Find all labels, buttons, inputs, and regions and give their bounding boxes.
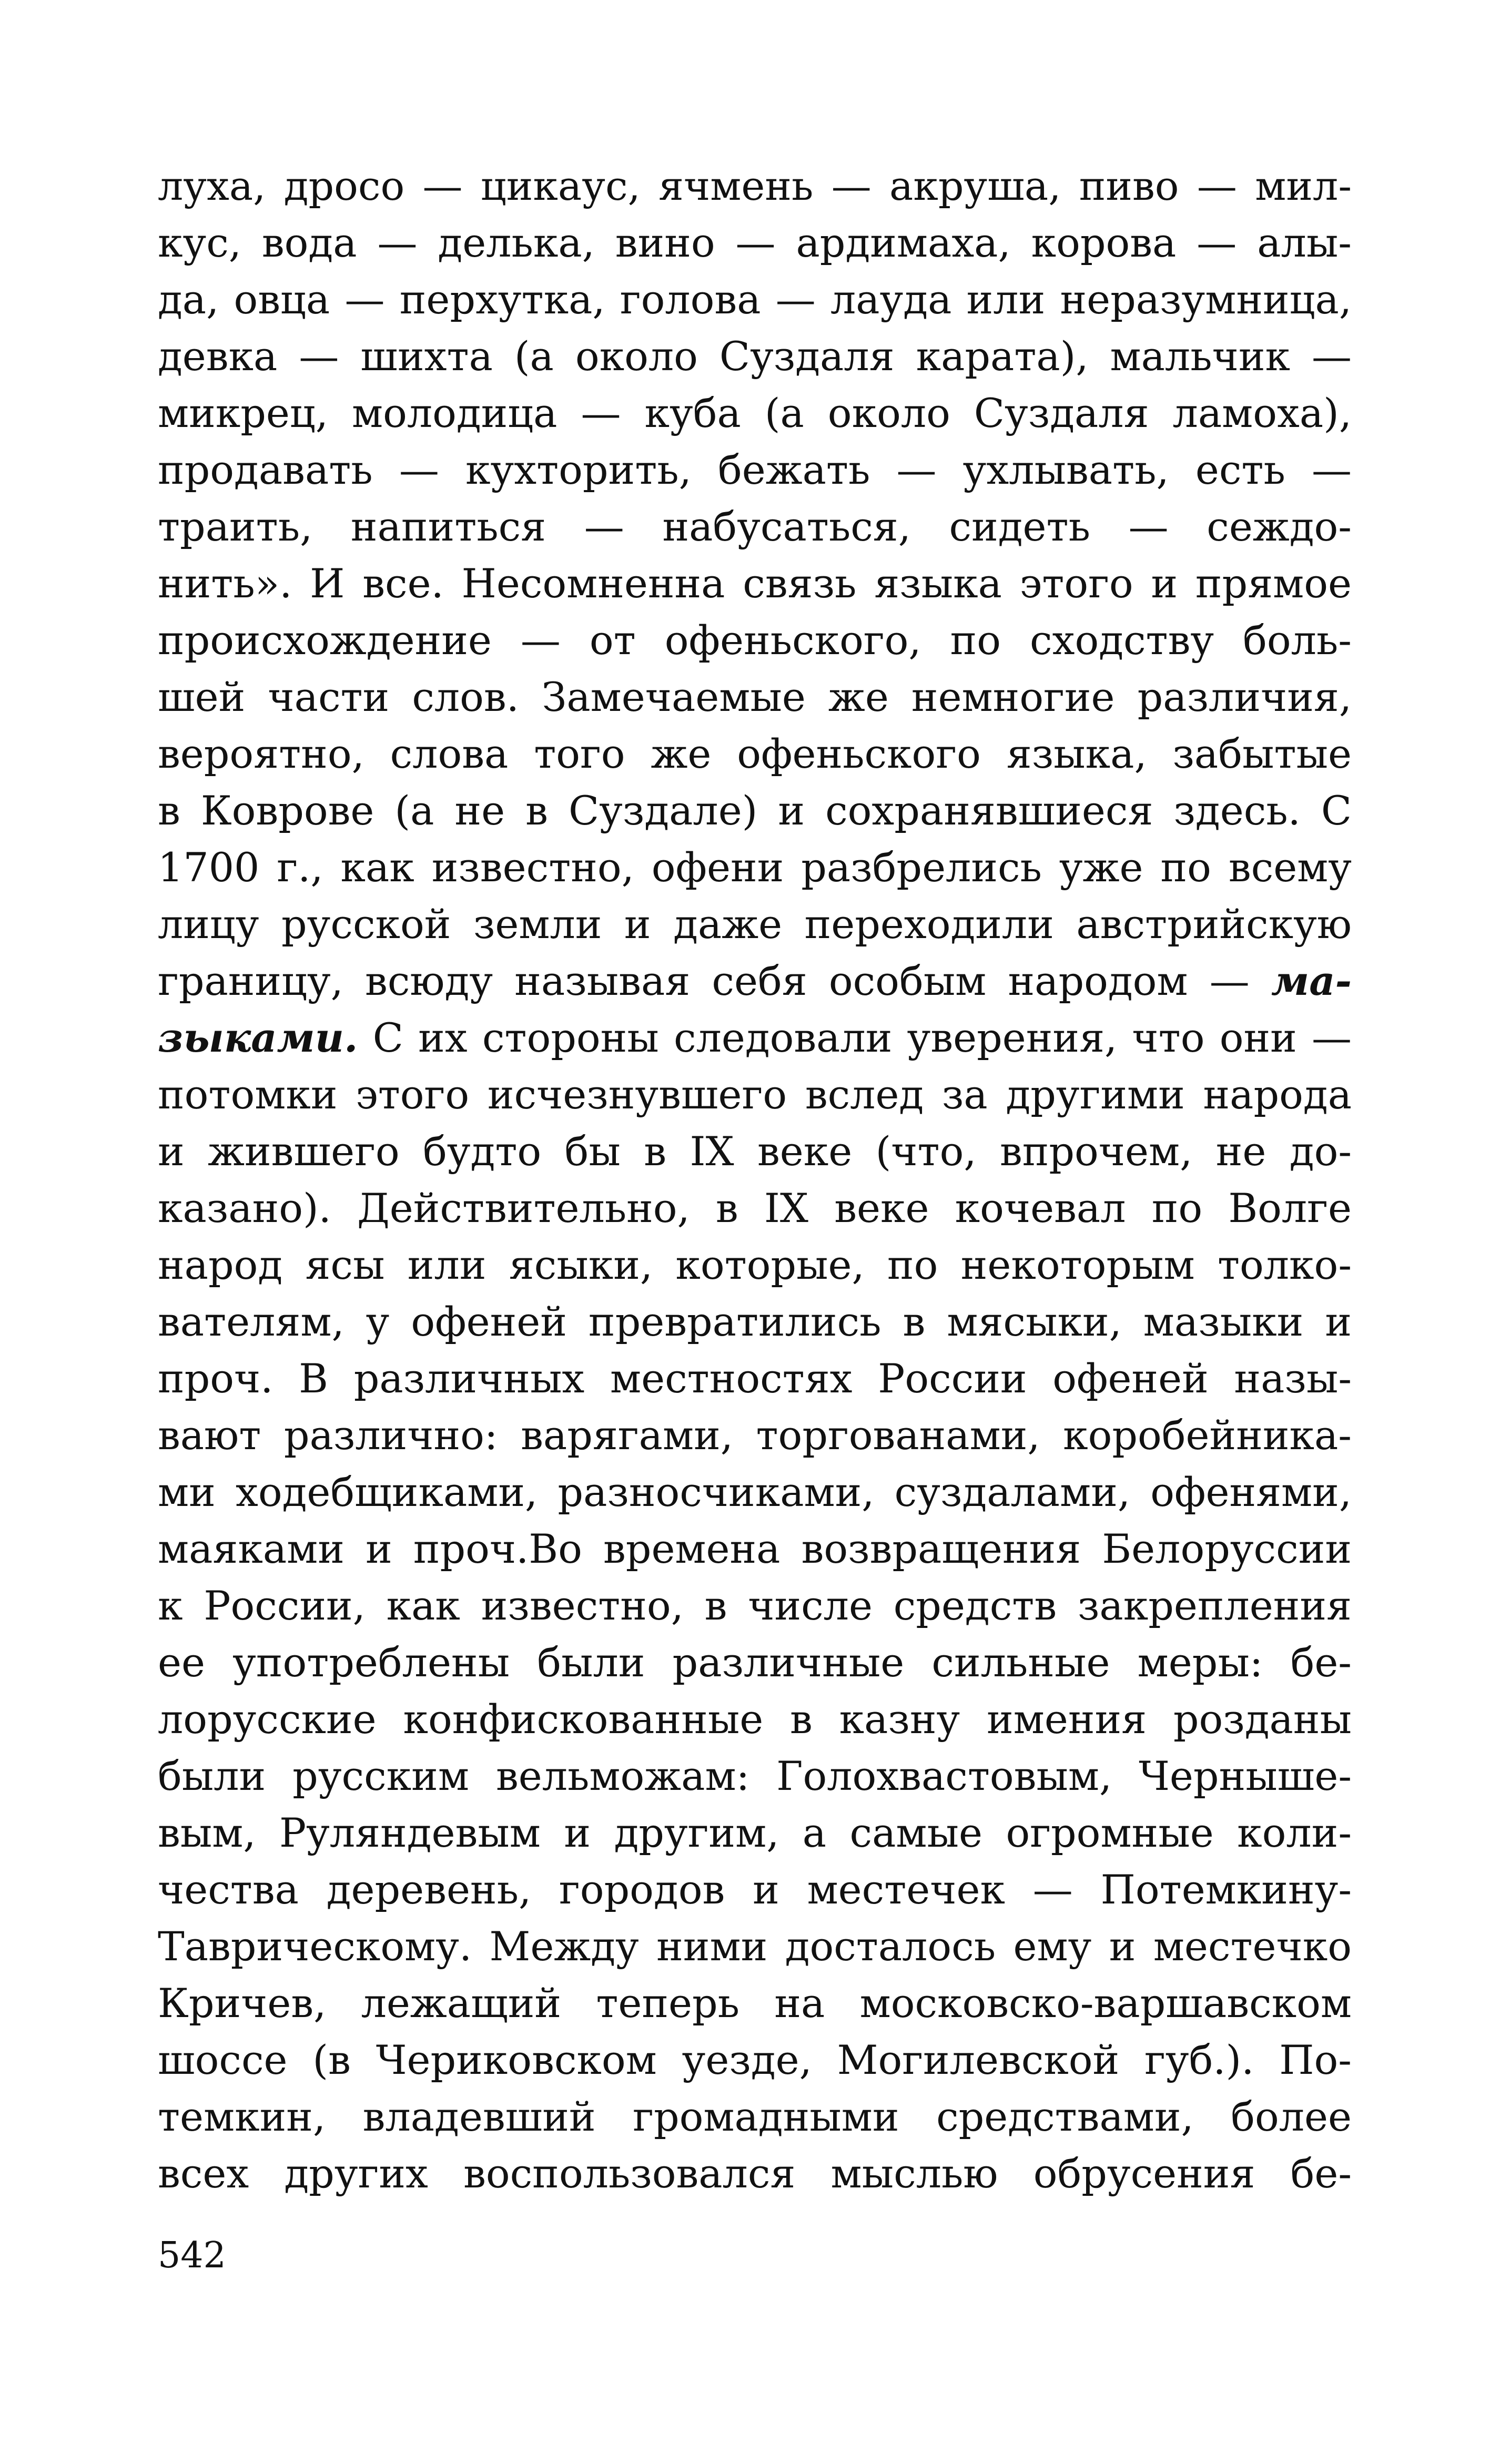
text-line: всех других воспользовался мыслью обрусения бе- — [158, 2150, 1352, 2197]
italic-term: зыками. — [158, 1014, 358, 1061]
text-line: да, овца — перхутка, голова — лауда или неразумница, — [158, 276, 1352, 323]
text-line: кус, вода — делька, вино — ардимаха, корова — алы- — [158, 219, 1352, 266]
text-line: лорусские конфискованные в казну имения розданы — [158, 1696, 1352, 1743]
text-line: Кричев, лежащий теперь на московско-варшавском — [158, 1980, 1352, 2027]
text-line: траить, напиться — набусаться, сидеть — сеждо- — [158, 503, 1352, 550]
page-number: 542 — [158, 2235, 226, 2276]
text-line: девка — шихта (а около Суздаля карата), мальчик — — [158, 333, 1352, 380]
text-line: были русским вельможам: Голохвастовым, Черныше- — [158, 1753, 1352, 1799]
text-line: народ ясы или ясыки, которые, по некоторым толко- — [158, 1241, 1352, 1288]
text-line: нить». И все. Несомненна связь языка этого и прямое — [158, 560, 1352, 607]
text-line: темкин, владевший громадными средствами, более — [158, 2093, 1352, 2140]
text-line: казано). Действительно, в IX веке кочевал по Волге — [158, 1185, 1352, 1231]
text-line: в Коврове (а не в Суздале) и сохранявшиеся здесь. С — [158, 787, 1352, 834]
text-line: проч. В различных местностях России офеней назы- — [158, 1355, 1352, 1402]
text-line: шей части слов. Замечаемые же немногие различия, — [158, 674, 1352, 720]
text-line: маяками и проч.Во времена возвращения Белоруссии — [158, 1525, 1352, 1572]
text-line: вают различно: варягами, торгованами, коробейника- — [158, 1412, 1352, 1459]
text-line: потомки этого исчезнувшего вслед за другими народа — [158, 1071, 1352, 1118]
text-line: чества деревень, городов и местечек — Потемкину- — [158, 1866, 1352, 1913]
text-line: вым, Руляндевым и другим, а самые огромные коли- — [158, 1809, 1352, 1856]
text-line: вероятно, слова того же офеньского языка, забытые — [158, 730, 1352, 777]
text-line: луха, дросо — цикаус, ячмень — акруша, пиво — мил- — [158, 162, 1352, 209]
text-segment: границу, всюду называя себя особым народом — — [158, 958, 1271, 1004]
text-line — [158, 953, 1352, 1010]
text-line: микрец, молодица — куба (а около Суздаля ламоха), — [158, 390, 1352, 436]
text-line: 1700 г., как известно, офени разбрелись уже по всему — [158, 844, 1352, 891]
text-line: ми ходебщиками, разносчиками, суздалами, офенями, — [158, 1469, 1352, 1515]
text-line: лицу русской земли и даже переходили австрийскую — [158, 901, 1352, 948]
text-line: происхождение — от офеньского, по сходству боль- — [158, 617, 1352, 664]
text-line: шоссе (в Чериковском уезде, Могилевской губ.). По- — [158, 2037, 1352, 2083]
text-line — [158, 1010, 1352, 1066]
text-line: Таврическому. Между ними досталось ему и местечко — [158, 1923, 1352, 1970]
text-line: и жившего будто бы в IX веке (что, впрочем, не до- — [158, 1128, 1352, 1175]
text-line: вателям, у офеней превратились в мясыки, мазыки и — [158, 1298, 1352, 1345]
text-line: продавать — кухторить, бежать — ухлывать, есть — — [158, 446, 1352, 493]
text-line: к России, как известно, в числе средств закрепления — [158, 1582, 1352, 1629]
body-text — [158, 158, 1352, 2202]
text-line: ее употреблены были различные сильные меры: бе- — [158, 1639, 1352, 1686]
text-segment: С их стороны следовали уверения, что они — — [358, 1014, 1352, 1061]
italic-term: ма- — [1271, 958, 1352, 1004]
